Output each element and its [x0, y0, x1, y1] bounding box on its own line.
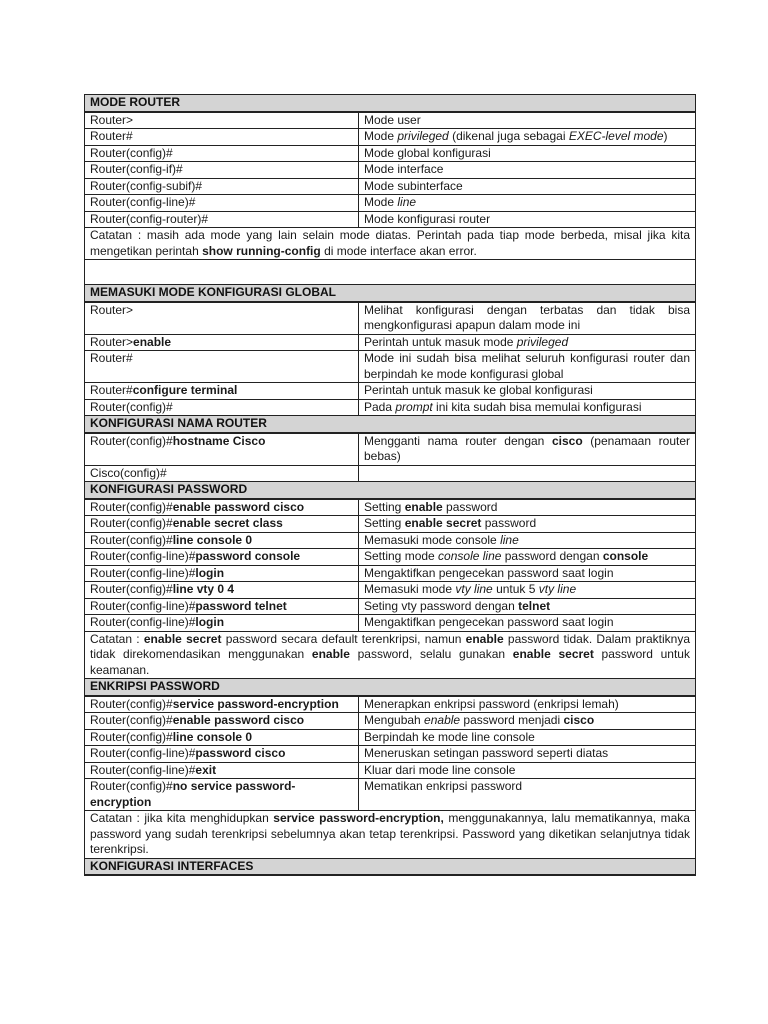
description-cell: Seting vty password dengan telnet: [359, 598, 696, 615]
table-row: [85, 465, 696, 482]
command-cell: Router(config)#: [85, 145, 359, 162]
description-cell: Mengaktifkan pengecekan password saat login: [359, 565, 696, 582]
description-cell: Mengganti nama router dengan cisco (penamaan router bebas): [359, 433, 696, 466]
command-cell: Router(config)#hostname Cisco: [85, 433, 359, 466]
command-cell: Router#configure terminal: [85, 383, 359, 400]
command-cell: Router(config-line)#password cisco: [85, 746, 359, 763]
section-title: MODE ROUTER: [85, 95, 696, 112]
command-cell: Router(config-if)#: [85, 162, 359, 179]
description-cell: Setting mode console line password dengan console: [359, 549, 696, 566]
router-command-table: [84, 94, 696, 876]
command-cell: Router>enable: [85, 334, 359, 351]
command-cell: Router>: [85, 112, 359, 129]
command-cell: Router(config-line)#: [85, 195, 359, 212]
command-cell: Router(config)#no service password-encryption: [85, 779, 359, 811]
description-cell: Mode privileged (dikenal juga sebagai EXEC-level mode): [359, 129, 696, 146]
table-row: [85, 499, 696, 516]
command-cell: Router(config)#enable password cisco: [85, 713, 359, 730]
note-row: [85, 811, 696, 859]
table-row: [85, 713, 696, 730]
description-cell: Mode subinterface: [359, 178, 696, 195]
table-row: [85, 162, 696, 179]
spacer-cell: [85, 260, 696, 285]
description-cell: Melihat konfigurasi dengan terbatas dan tidak bisa mengkonfigurasi apapun dalam mode ini: [359, 302, 696, 335]
table-row: [85, 334, 696, 351]
description-cell: Kluar dari mode line console: [359, 762, 696, 779]
description-cell: Mode ini sudah bisa melihat seluruh konfigurasi router dan berpindah ke mode konfigurasi global: [359, 351, 696, 383]
table-row: [85, 615, 696, 632]
description-cell: Setting enable secret password: [359, 516, 696, 533]
note-cell: Catatan : masih ada mode yang lain selain mode diatas. Perintah pada tiap mode berbeda, misal jika kita mengetikan perintah show running-config di mode interface akan error.: [85, 228, 696, 260]
description-cell: Mode user: [359, 112, 696, 129]
table-row: [85, 516, 696, 533]
section-header: [85, 416, 696, 433]
spacer-row: [85, 260, 696, 285]
section-header: [85, 95, 696, 112]
description-cell: [359, 465, 696, 482]
description-cell: Perintah untuk masuk ke global konfigurasi: [359, 383, 696, 400]
description-cell: Mode global konfigurasi: [359, 145, 696, 162]
command-cell: Router(config-router)#: [85, 211, 359, 228]
table-row: [85, 178, 696, 195]
table-row: [85, 729, 696, 746]
command-cell: Router(config)#line console 0: [85, 532, 359, 549]
table-row: [85, 532, 696, 549]
command-cell: Router(config)#service password-encryption: [85, 696, 359, 713]
table-row: [85, 302, 696, 335]
command-cell: Router(config)#line console 0: [85, 729, 359, 746]
command-cell: Cisco(config)#: [85, 465, 359, 482]
table-row: [85, 145, 696, 162]
command-cell: Router(config-line)#password telnet: [85, 598, 359, 615]
command-cell: Router(config-line)#password console: [85, 549, 359, 566]
table-row: [85, 351, 696, 383]
table-row: [85, 399, 696, 416]
section-title: KONFIGURASI PASSWORD: [85, 482, 696, 499]
description-cell: Memasuki mode vty line untuk 5 vty line: [359, 582, 696, 599]
section-header: [85, 482, 696, 499]
note-cell: Catatan : enable secret password secara default terenkripsi, namun enable password tidak. Dalam praktiknya tidak direkomendasikan menggunakan enable password, selalu gunakan enable secret password untuk keamanan.: [85, 631, 696, 679]
table-row: [85, 598, 696, 615]
description-cell: Perintah untuk masuk mode privileged: [359, 334, 696, 351]
table-row: [85, 211, 696, 228]
description-cell: Mode interface: [359, 162, 696, 179]
description-cell: Pada prompt ini kita sudah bisa memulai konfigurasi: [359, 399, 696, 416]
table-row: [85, 195, 696, 212]
command-cell: Router#: [85, 351, 359, 383]
section-header: [85, 858, 696, 875]
table-row: [85, 565, 696, 582]
section-title: MEMASUKI MODE KONFIGURASI GLOBAL: [85, 285, 696, 302]
description-cell: Berpindah ke mode line console: [359, 729, 696, 746]
command-cell: Router>: [85, 302, 359, 335]
description-cell: Mengaktifkan pengecekan password saat login: [359, 615, 696, 632]
note-row: [85, 631, 696, 679]
command-cell: Router(config)#enable password cisco: [85, 499, 359, 516]
command-cell: Router(config)#: [85, 399, 359, 416]
description-cell: Menerapkan enkripsi password (enkripsi lemah): [359, 696, 696, 713]
description-cell: Mode konfigurasi router: [359, 211, 696, 228]
table-row: [85, 549, 696, 566]
command-cell: Router(config-line)#login: [85, 615, 359, 632]
section-title: KONFIGURASI INTERFACES: [85, 858, 696, 875]
table-row: [85, 433, 696, 466]
description-cell: Setting enable password: [359, 499, 696, 516]
command-cell: Router(config)#enable secret class: [85, 516, 359, 533]
table-row: [85, 112, 696, 129]
command-cell: Router(config-line)#exit: [85, 762, 359, 779]
section-title: KONFIGURASI NAMA ROUTER: [85, 416, 696, 433]
section-header: [85, 679, 696, 696]
command-cell: Router(config)#line vty 0 4: [85, 582, 359, 599]
table-row: [85, 582, 696, 599]
note-cell: Catatan : jika kita menghidupkan service password-encryption, menggunakannya, lalu mematikannya, maka password yang sudah terenkripsi sebelumnya akan tetap terenkripsi. Password yang diketikan selanjutnya tidak terenkripsi.: [85, 811, 696, 859]
table-row: [85, 129, 696, 146]
table-row: [85, 779, 696, 811]
command-cell: Router(config-line)#login: [85, 565, 359, 582]
section-title: ENKRIPSI PASSWORD: [85, 679, 696, 696]
table-row: [85, 746, 696, 763]
description-cell: Mematikan enkripsi password: [359, 779, 696, 811]
description-cell: Mode line: [359, 195, 696, 212]
note-row: [85, 228, 696, 260]
section-header: [85, 285, 696, 302]
description-cell: Mengubah enable password menjadi cisco: [359, 713, 696, 730]
table-row: [85, 383, 696, 400]
table-row: [85, 696, 696, 713]
command-cell: Router#: [85, 129, 359, 146]
table-row: [85, 762, 696, 779]
description-cell: Memasuki mode console line: [359, 532, 696, 549]
description-cell: Meneruskan setingan password seperti diatas: [359, 746, 696, 763]
command-cell: Router(config-subif)#: [85, 178, 359, 195]
